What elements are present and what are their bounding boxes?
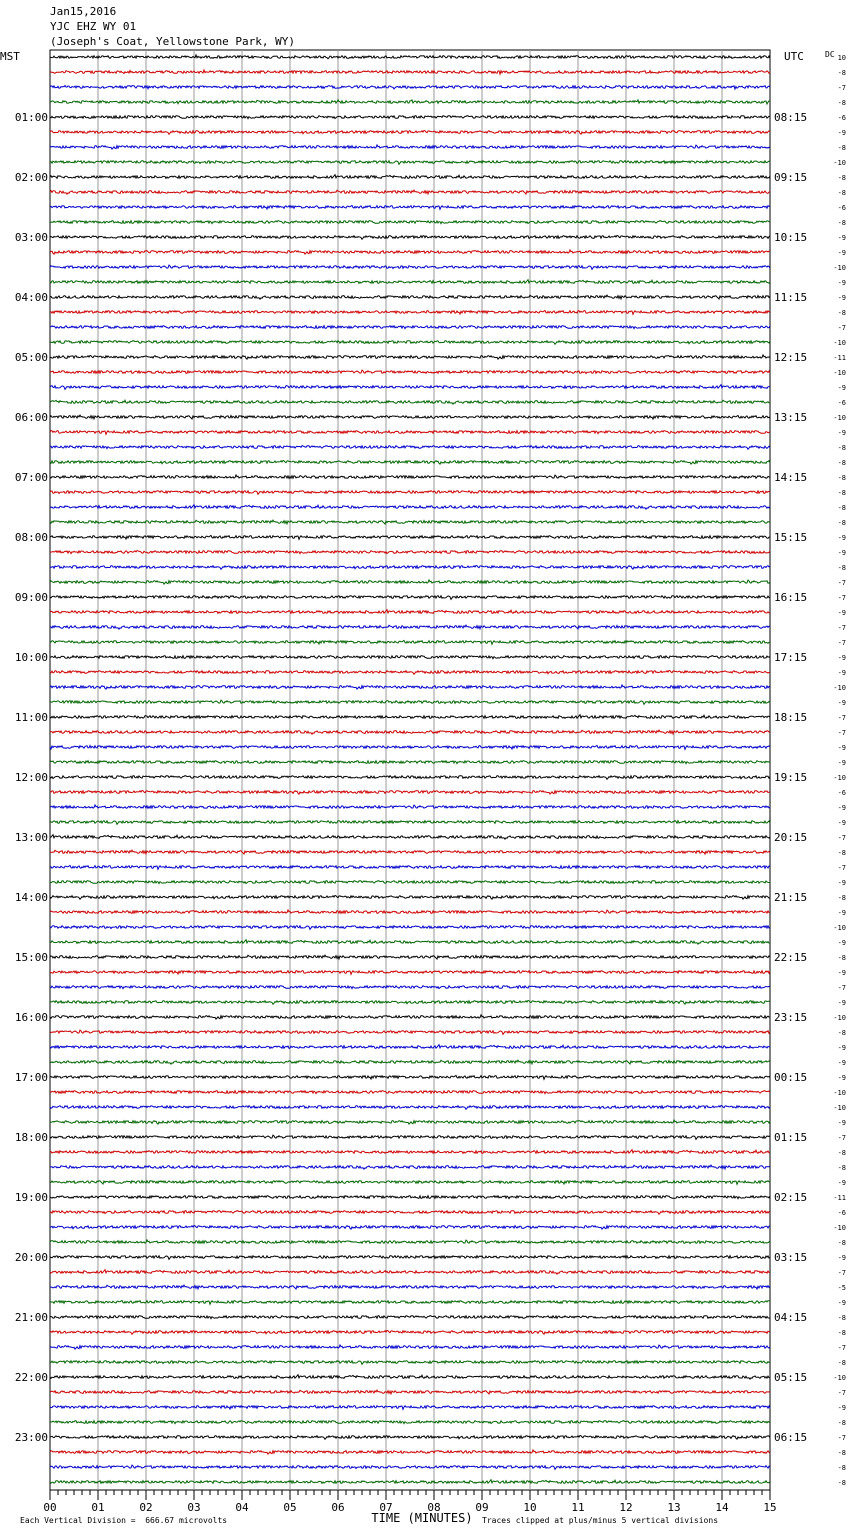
- trace-line: [50, 1285, 770, 1289]
- dc-offset-label: -8: [837, 189, 846, 197]
- hour-label-right: 08:15: [774, 111, 808, 124]
- trace-line: [50, 1091, 770, 1094]
- trace-line: [50, 881, 770, 884]
- dc-offset-label: -10: [833, 1104, 846, 1112]
- trace-line: [50, 161, 770, 165]
- dc-offset-label: -6: [837, 204, 846, 212]
- trace-line: [50, 446, 770, 450]
- dc-offset-label: -9: [837, 999, 846, 1007]
- hour-label-left: 16:00: [14, 1011, 48, 1024]
- trace-line: [50, 190, 770, 194]
- x-tick-label: 12: [619, 1501, 633, 1514]
- dc-offset-label: -8: [837, 1449, 846, 1457]
- trace-line: [50, 940, 770, 945]
- hour-label-right: 13:15: [774, 411, 808, 424]
- dc-offset-label: -7: [837, 864, 846, 872]
- trace-line: [50, 116, 770, 119]
- dc-label: DC: [825, 50, 835, 59]
- trace-line: [50, 415, 770, 419]
- trace-line: [50, 821, 770, 825]
- trace-line: [50, 715, 770, 719]
- hour-label-left: 08:00: [14, 531, 48, 544]
- dc-offset-label: -8: [837, 954, 846, 962]
- x-tick-label: 15: [763, 1501, 777, 1514]
- hour-label-left: 02:00: [14, 171, 48, 184]
- x-tick-label: 08: [427, 1501, 441, 1514]
- dc-offset-label: -10: [833, 1089, 846, 1097]
- dc-offset-label: -7: [837, 594, 846, 602]
- dc-offset-label: -9: [837, 429, 846, 437]
- dc-offset-label: -8: [837, 489, 846, 497]
- dc-offset-label: -9: [837, 234, 846, 242]
- dc-offset-label: -8: [837, 504, 846, 512]
- hour-label-left: 14:00: [14, 891, 48, 904]
- trace-line: [50, 866, 770, 870]
- dc-offset-label: -8: [837, 1419, 846, 1427]
- trace-line: [50, 641, 770, 645]
- dc-offset-label: -9: [837, 1179, 846, 1187]
- hour-label-left: 09:00: [14, 591, 48, 604]
- trace-line: [50, 896, 770, 900]
- trace-line: [50, 910, 770, 914]
- dc-offset-label: -8: [837, 219, 846, 227]
- trace-line: [50, 1256, 770, 1260]
- x-tick-label: 04: [235, 1501, 249, 1514]
- dc-offset-label: -7: [837, 1134, 846, 1142]
- trace-line: [50, 580, 770, 584]
- trace-line: [50, 700, 770, 704]
- dc-offset-label: -6: [837, 789, 846, 797]
- trace-line: [50, 625, 770, 629]
- hour-label-right: 11:15: [774, 291, 808, 304]
- hour-label-right: 14:15: [774, 471, 808, 484]
- hour-label-right: 16:15: [774, 591, 808, 604]
- trace-line: [50, 341, 770, 345]
- dc-offset-label: -10: [833, 924, 846, 932]
- clip-note: Traces clipped at plus/minus 5 vertical divisions: [482, 1516, 719, 1525]
- right-timezone-label: UTC: [784, 50, 804, 63]
- trace-line: [50, 175, 770, 179]
- dc-offset-label: -9: [837, 534, 846, 542]
- hour-label-left: 22:00: [14, 1371, 48, 1384]
- hour-label-right: 04:15: [774, 1311, 808, 1324]
- dc-offset-label: -10: [833, 159, 846, 167]
- hour-label-right: 17:15: [774, 651, 808, 664]
- trace-line: [50, 761, 770, 764]
- dc-offset-label: -8: [837, 459, 846, 467]
- trace-line: [50, 610, 770, 614]
- dc-offset-label: -7: [837, 1269, 846, 1277]
- dc-offset-label: -10: [833, 339, 846, 347]
- dc-offset-label: -9: [837, 1254, 846, 1262]
- scale-note: Each Vertical Division = 666.67 microvolts: [20, 1516, 228, 1525]
- trace-line: [50, 250, 770, 254]
- hour-label-left: 11:00: [14, 711, 48, 724]
- trace-line: [50, 986, 770, 989]
- dc-offset-label: -7: [837, 324, 846, 332]
- trace-line: [50, 1270, 770, 1275]
- dc-offset-label: -11: [833, 1194, 846, 1202]
- dc-offset-label: -10: [833, 774, 846, 782]
- trace-line: [50, 295, 770, 299]
- dc-offset-label: -8: [837, 174, 846, 182]
- dc-offset-label: -9: [837, 759, 846, 767]
- hour-label-right: 21:15: [774, 891, 808, 904]
- dc-offset-label: -6: [837, 399, 846, 407]
- x-axis-title: TIME (MINUTES): [371, 1511, 473, 1525]
- dc-offset-label: -7: [837, 84, 846, 92]
- dc-offset-label: -10: [833, 414, 846, 422]
- dc-offset-label: -8: [837, 1239, 846, 1247]
- trace-line: [50, 1181, 770, 1185]
- trace-line: [50, 1345, 770, 1349]
- dc-offset-label: -9: [837, 804, 846, 812]
- dc-offset-label: -10: [833, 369, 846, 377]
- dc-offset-label: -9: [837, 1119, 846, 1127]
- trace-line: [50, 326, 770, 329]
- x-tick-label: 10: [523, 1501, 537, 1514]
- trace-line: [50, 1045, 770, 1049]
- dc-offset-label: -9: [837, 654, 846, 662]
- dc-offset-label: -9: [837, 294, 846, 302]
- hour-label-left: 23:00: [14, 1431, 48, 1444]
- dc-offset-label: -9: [837, 1044, 846, 1052]
- dc-offset-label: -8: [837, 894, 846, 902]
- trace-line: [50, 145, 770, 149]
- trace-line: [50, 1331, 770, 1335]
- trace-line: [50, 1135, 770, 1139]
- dc-offset-label: -7: [837, 984, 846, 992]
- trace-line: [50, 685, 770, 689]
- trace-line: [50, 671, 770, 675]
- dc-offset-label: -6: [837, 1209, 846, 1217]
- hour-label-left: 13:00: [14, 831, 48, 844]
- dc-offset-label: -9: [837, 609, 846, 617]
- dc-offset-label: -7: [837, 579, 846, 587]
- x-tick-label: 09: [475, 1501, 489, 1514]
- trace-line: [50, 400, 770, 404]
- hour-label-left: 21:00: [14, 1311, 48, 1324]
- hour-label-right: 20:15: [774, 831, 808, 844]
- dc-offset-label: -7: [837, 639, 846, 647]
- trace-line: [50, 971, 770, 975]
- dc-offset-label: -9: [837, 249, 846, 257]
- dc-offset-label: -7: [837, 624, 846, 632]
- hour-label-left: 18:00: [14, 1131, 48, 1144]
- dc-offset-label: -7: [837, 834, 846, 842]
- header-location: (Joseph's Coat, Yellowstone Park, WY): [50, 35, 296, 48]
- trace-line: [50, 1001, 770, 1005]
- dc-offset-label: -9: [837, 879, 846, 887]
- trace-line: [50, 955, 770, 959]
- dc-offset-label: -8: [837, 144, 846, 152]
- helicorder-traces: [50, 55, 770, 1484]
- trace-line: [50, 805, 770, 809]
- trace-line: [50, 1406, 770, 1410]
- trace-line: [50, 1465, 770, 1469]
- trace-line: [50, 1240, 770, 1244]
- trace-line: [50, 1015, 770, 1019]
- trace-line: [50, 311, 770, 315]
- hour-label-right: 03:15: [774, 1251, 808, 1264]
- trace-line: [50, 1211, 770, 1215]
- trace-line: [50, 850, 770, 854]
- trace-line: [50, 656, 770, 659]
- trace-line: [50, 926, 770, 930]
- trace-line: [50, 86, 770, 90]
- trace-line: [50, 730, 770, 734]
- hour-label-right: 06:15: [774, 1431, 808, 1444]
- trace-line: [50, 1150, 770, 1154]
- dc-offset-label: -8: [837, 1149, 846, 1157]
- dc-offset-label: -8: [837, 99, 846, 107]
- trace-line: [50, 131, 770, 135]
- trace-line: [50, 1120, 770, 1124]
- trace-line: [50, 1165, 770, 1169]
- x-tick-label: 14: [715, 1501, 729, 1514]
- dc-offset-label: -9: [837, 909, 846, 917]
- dc-offset-label: -9: [837, 744, 846, 752]
- x-tick-label: 05: [283, 1501, 297, 1514]
- dc-offset-label: -10: [833, 1224, 846, 1232]
- trace-line: [50, 100, 770, 104]
- trace-line: [50, 520, 770, 524]
- hour-label-right: 18:15: [774, 711, 808, 724]
- dc-offset-label: -8: [837, 564, 846, 572]
- x-tick-label: 07: [379, 1501, 393, 1514]
- trace-line: [50, 1361, 770, 1365]
- dc-offset-label: -9: [837, 129, 846, 137]
- trace-line: [50, 206, 770, 210]
- hour-label-right: 10:15: [774, 231, 808, 244]
- hour-label-right: 15:15: [774, 531, 808, 544]
- hour-label-right: 12:15: [774, 351, 808, 364]
- trace-line: [50, 551, 770, 554]
- hour-label-left: 15:00: [14, 951, 48, 964]
- dc-offset-label: -9: [837, 1299, 846, 1307]
- dc-offset-label: -8: [837, 1314, 846, 1322]
- trace-line: [50, 835, 770, 840]
- dc-offset-label: -9: [837, 549, 846, 557]
- hour-label-left: 10:00: [14, 651, 48, 664]
- trace-line: [50, 776, 770, 780]
- dc-offset-label: -9: [837, 699, 846, 707]
- trace-line: [50, 1301, 770, 1305]
- x-tick-label: 03: [187, 1501, 201, 1514]
- trace-line: [50, 1421, 770, 1424]
- dc-offset-label: -8: [837, 474, 846, 482]
- dc-offset-label: -9: [837, 669, 846, 677]
- trace-line: [50, 1436, 770, 1440]
- trace-line: [50, 491, 770, 495]
- dc-offset-label: -8: [837, 1479, 846, 1487]
- hour-label-left: 17:00: [14, 1071, 48, 1084]
- dc-offset-label: -9: [837, 1404, 846, 1412]
- trace-line: [50, 1076, 770, 1080]
- dc-offset-label: -10: [833, 264, 846, 272]
- right-hour-labels: [774, 111, 807, 1444]
- hour-label-right: 02:15: [774, 1191, 808, 1204]
- dc-offset-label: -9: [837, 384, 846, 392]
- trace-line: [50, 566, 770, 570]
- hour-label-left: 01:00: [14, 111, 48, 124]
- trace-line: [50, 236, 770, 240]
- trace-line: [50, 280, 770, 284]
- hour-label-left: 06:00: [14, 411, 48, 424]
- header-date: Jan15,2016: [50, 5, 117, 18]
- trace-line: [50, 746, 770, 750]
- hour-label-left: 12:00: [14, 771, 48, 784]
- x-tick-label: 00: [43, 1501, 57, 1514]
- left-timezone-label: MST: [0, 50, 20, 63]
- trace-line: [50, 596, 770, 600]
- hour-label-right: 05:15: [774, 1371, 808, 1384]
- hour-label-right: 23:15: [774, 1011, 808, 1024]
- left-hour-labels: [15, 111, 48, 1444]
- x-tick-label: 06: [331, 1501, 345, 1514]
- dc-offset-label: -9: [837, 279, 846, 287]
- dc-offset-label: -7: [837, 714, 846, 722]
- trace-line: [50, 265, 770, 269]
- dc-offset-label: -6: [837, 114, 846, 122]
- dc-offset-label: -8: [837, 519, 846, 527]
- trace-line: [50, 370, 770, 373]
- dc-offset-label: -10: [833, 1374, 846, 1382]
- dc-offset-label: -8: [837, 1329, 846, 1337]
- dc-offset-label: -8: [837, 849, 846, 857]
- dc-offset-label: -8: [837, 444, 846, 452]
- dc-offset-label: -9: [837, 1059, 846, 1067]
- x-tick-label: 11: [571, 1501, 585, 1514]
- dc-offset-label: -5: [837, 1284, 846, 1292]
- dc-offset-label: -9: [837, 1074, 846, 1082]
- dc-offset-label: -7: [837, 1434, 846, 1442]
- hour-label-left: 03:00: [14, 231, 48, 244]
- dc-offset-label: -7: [837, 1389, 846, 1397]
- dc-offset-label: -7: [837, 729, 846, 737]
- hour-label-right: 09:15: [774, 171, 808, 184]
- hour-label-right: 01:15: [774, 1131, 808, 1144]
- trace-line: [50, 1480, 770, 1484]
- dc-offset-label: -11: [833, 354, 846, 362]
- header-station: YJC EHZ WY 01: [50, 20, 137, 33]
- trace-line: [50, 1390, 770, 1394]
- trace-line: [50, 70, 770, 74]
- dc-offset-label: -8: [837, 1464, 846, 1472]
- hour-label-right: 00:15: [774, 1071, 808, 1084]
- x-tick-label: 13: [667, 1501, 681, 1514]
- dc-offset-label: -8: [837, 69, 846, 77]
- hour-label-right: 22:15: [774, 951, 808, 964]
- trace-line: [50, 1375, 770, 1380]
- trace-line: [50, 1226, 770, 1230]
- dc-offset-label: -8: [837, 1029, 846, 1037]
- x-tick-label: 02: [139, 1501, 153, 1514]
- dc-offset-label: -8: [837, 309, 846, 317]
- trace-line: [50, 1106, 770, 1110]
- trace-line: [50, 1030, 770, 1034]
- dc-offset-label: 10: [837, 54, 846, 62]
- dc-offset-label: -9: [837, 969, 846, 977]
- trace-line: [50, 791, 770, 795]
- trace-line: [50, 355, 770, 359]
- dc-offset-label: -9: [837, 819, 846, 827]
- dc-offset-label: -8: [837, 1164, 846, 1172]
- trace-line: [50, 1450, 770, 1454]
- dc-offset-labels: [833, 54, 846, 1487]
- trace-line: [50, 1060, 770, 1064]
- trace-line: [50, 475, 770, 479]
- hour-label-left: 20:00: [14, 1251, 48, 1264]
- dc-offset-label: -9: [837, 939, 846, 947]
- trace-line: [50, 1316, 770, 1319]
- trace-line: [50, 221, 770, 224]
- trace-line: [50, 55, 770, 59]
- hour-label-left: 07:00: [14, 471, 48, 484]
- trace-line: [50, 536, 770, 540]
- x-tick-label: 01: [91, 1501, 105, 1514]
- trace-line: [50, 1196, 770, 1199]
- dc-offset-label: -10: [833, 1014, 846, 1022]
- hour-label-left: 19:00: [14, 1191, 48, 1204]
- hour-label-left: 04:00: [14, 291, 48, 304]
- trace-line: [50, 385, 770, 390]
- hour-label-right: 19:15: [774, 771, 808, 784]
- trace-line: [50, 461, 770, 465]
- dc-offset-label: -8: [837, 1359, 846, 1367]
- trace-line: [50, 431, 770, 435]
- dc-offset-label: -7: [837, 1344, 846, 1352]
- trace-line: [50, 505, 770, 510]
- dc-offset-label: -10: [833, 684, 846, 692]
- hour-label-left: 05:00: [14, 351, 48, 364]
